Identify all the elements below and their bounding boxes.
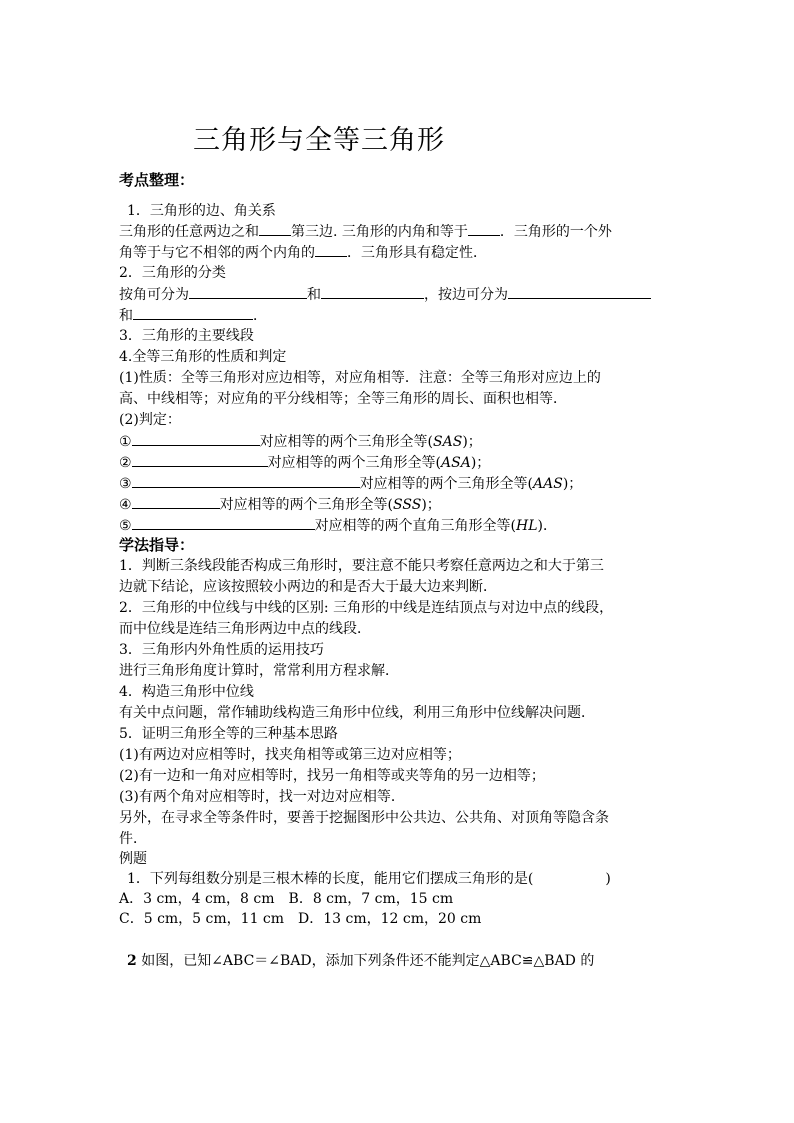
tip-2-line-2: 而中位线是连结三角形两边中点的线段． [119, 621, 371, 637]
answer-blank[interactable] [259, 221, 291, 236]
tip-5-line-4: 另外，在寻求全等条件时，要善于挖掘图形中公共边、公共角、对顶角等隐含条 [119, 810, 609, 826]
examples-heading: 例题 [119, 851, 147, 867]
section-4-title: 4.全等三角形的性质和判定 [119, 349, 287, 365]
section-1-line-2: 角等于与它不相邻的两个内角的 ．三角形具有稳定性． [119, 242, 487, 263]
tip-5-title: 5．证明三角形全等的三种基本思路 [119, 726, 338, 742]
question-1-options-ab: A．3 cm，4 cm，8 cm B．8 cm，7 cm，15 cm [119, 891, 454, 907]
judge-item-asa: ② 对应相等的两个三角形全等(ASA)； [119, 452, 490, 473]
answer-blank[interactable] [508, 284, 651, 299]
tip-5-line-3: (3)有两个角对应相等时，找一对边对应相等． [119, 789, 405, 805]
tip-3-text: 进行三角形角度计算时，常常利用方程求解． [119, 663, 399, 679]
tip-5-line-5: 件． [119, 831, 147, 847]
section-4-judge-label: (2)判定： [119, 412, 181, 428]
tip-3-title: 3．三角形内外角性质的运用技巧 [119, 642, 324, 658]
tip-4-text: 有关中点问题，常作辅助线构造三角形中位线，利用三角形中位线解决问题． [119, 705, 595, 721]
answer-blank[interactable] [468, 221, 500, 236]
answer-blank[interactable] [321, 284, 424, 299]
answer-blank[interactable] [132, 515, 315, 530]
xuefa-heading: 学法指导： [119, 536, 195, 554]
question-1-options-cd: C．5 cm，5 cm，11 cm D．13 cm，12 cm，20 cm [119, 911, 482, 927]
section-3-title: 3．三角形的主要线段 [119, 328, 254, 344]
tip-1-line-2: 边就下结论，应该按照较小两边的和是否大于最大边来判断． [119, 579, 497, 595]
question-1: 1．下列每组数分别是三根木棒的长度，能用它们摆成三角形的是( ) [127, 871, 611, 887]
judge-item-aas: ③ 对应相等的两个三角形全等(AAS)； [119, 473, 582, 494]
judge-item-sas: ① 对应相等的两个三角形全等(SAS)； [119, 431, 482, 452]
answer-blank[interactable] [132, 431, 260, 446]
section-2-line-2: 和 ． [119, 305, 267, 326]
section-4-property-2: 高、中线相等；对应角的平分线相等；全等三角形的周长、面积也相等． [119, 391, 567, 407]
section-2-title: 2．三角形的分类 [119, 265, 226, 281]
section-2-line-1: 按角可分为 和 ，按边可分为 [119, 284, 651, 305]
question-2: 2 如图，已知∠ABC＝∠BAD，添加下列条件还不能判定△ABC≌△BAD 的 [127, 953, 595, 969]
kaodian-heading: 考点整理： [119, 171, 195, 189]
answer-blank[interactable] [189, 284, 307, 299]
section-1-title: 1．三角形的边、角关系 [127, 203, 276, 219]
section-4-property-1: (1)性质：全等三角形对应边相等，对应角相等．注意：全等三角形对应边上的 [119, 370, 601, 386]
answer-blank[interactable] [132, 452, 268, 467]
page-title: 三角形与全等三角形 [193, 125, 445, 156]
judge-item-sss: ④ 对应相等的两个三角形全等(SSS)； [119, 494, 441, 515]
answer-blank[interactable] [315, 242, 347, 257]
answer-blank[interactable] [132, 494, 220, 509]
answer-blank[interactable] [133, 305, 253, 320]
tip-2-line-1: 2．三角形的中位线与中线的区别: 三角形的中线是连结顶点与对边中点的线段， [119, 600, 614, 616]
tip-4-title: 4．构造三角形中位线 [119, 684, 254, 700]
section-1-line-1: 三角形的任意两边之和 第三边. 三角形的内角和等于 ．三角形的一个外 [119, 221, 612, 242]
judge-item-hl: ⑤ 对应相等的两个直角三角形全等(HL)． [119, 515, 557, 536]
tip-5-line-2: (2)有一边和一角对应相等时，找另一角相等或夹等角的另一边相等； [119, 768, 545, 784]
tip-1-line-1: 1．判断三条线段能否构成三角形时，要注意不能只考察任意两边之和大于第三 [119, 558, 604, 574]
tip-5-line-1: (1)有两边对应相等时，找夹角相等或第三边对应相等； [119, 747, 461, 763]
answer-blank[interactable] [132, 473, 360, 488]
